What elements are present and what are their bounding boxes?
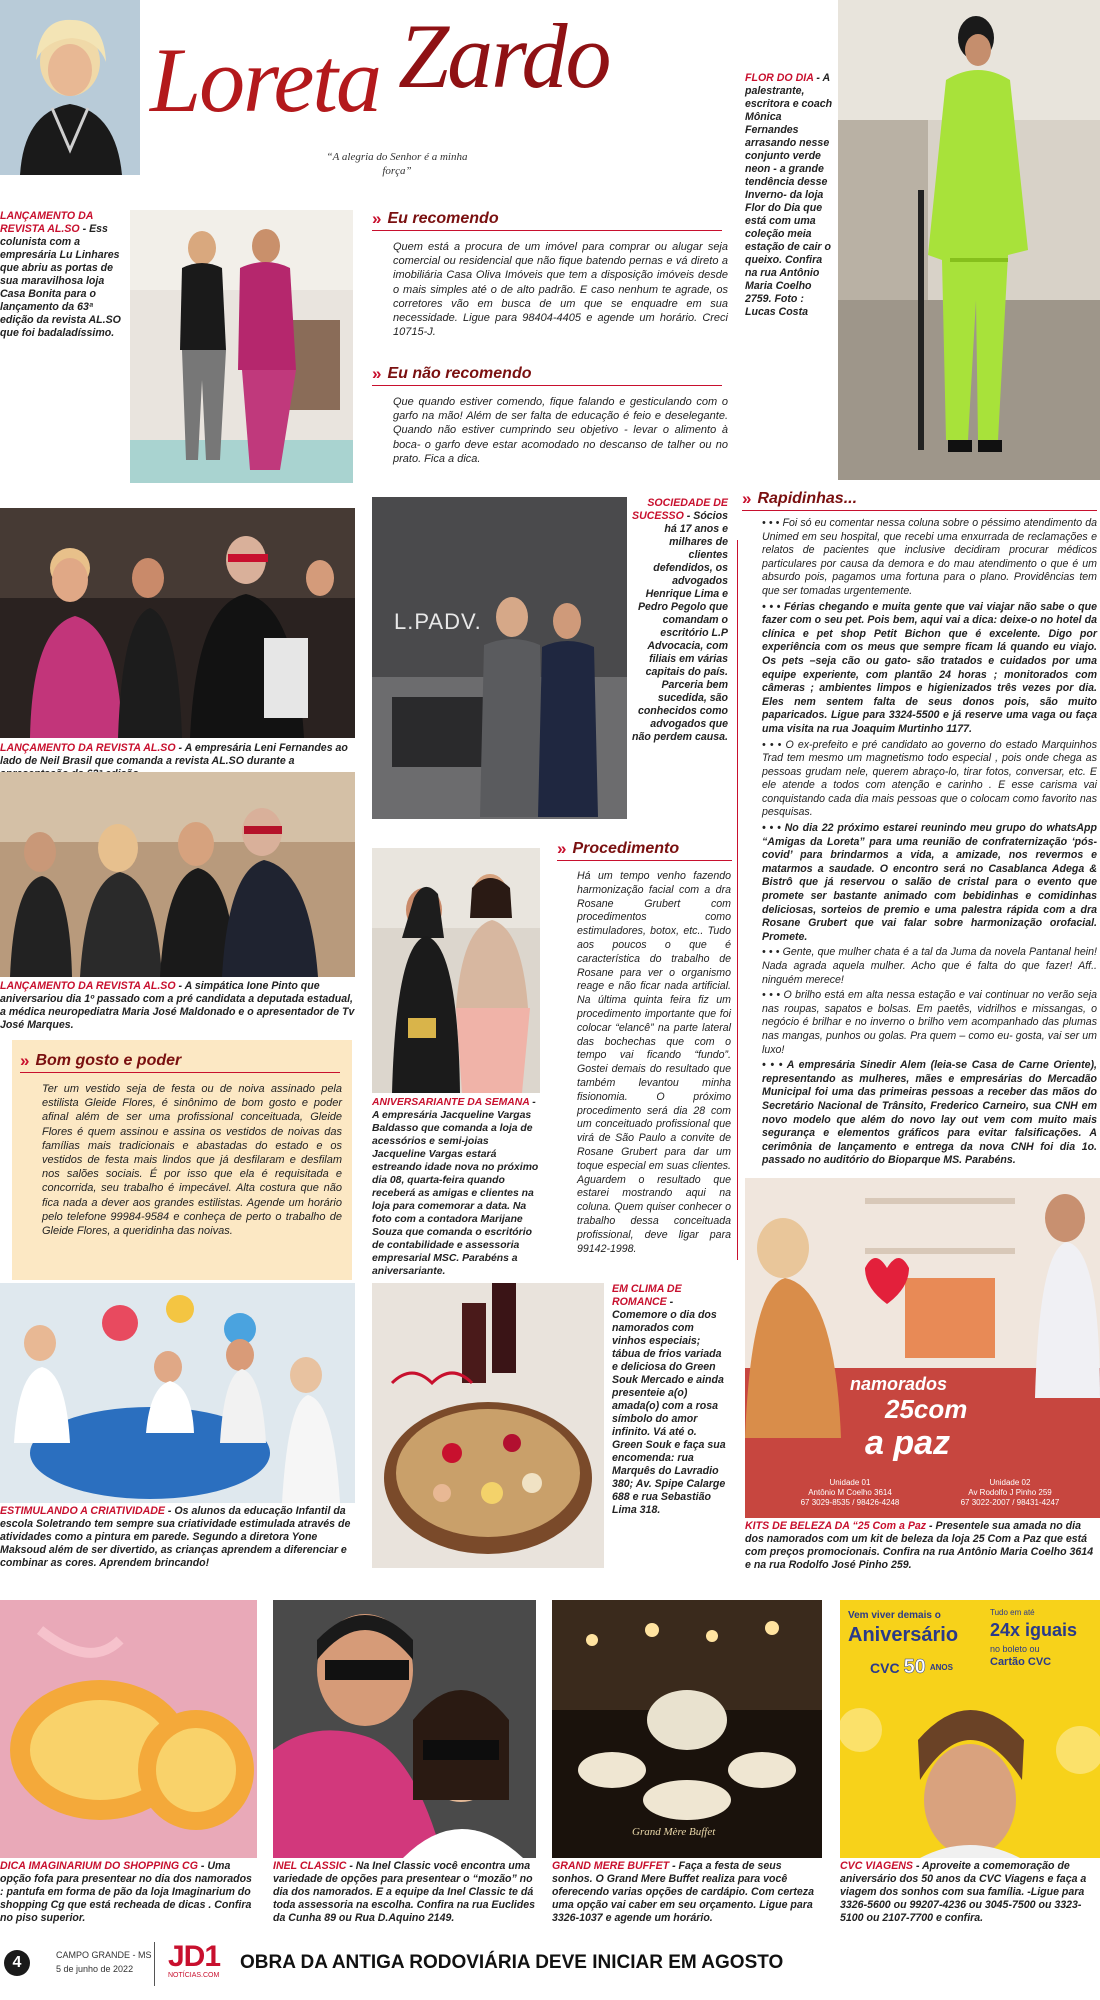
estimulando-photo <box>0 1283 355 1503</box>
lancamento-3-label: LANÇAMENTO DA REVISTA AL.SO <box>0 980 176 992</box>
inel-label: INEL CLASSIC <box>273 1860 347 1872</box>
bom-gosto-title: Bom gosto e poder <box>35 1052 182 1069</box>
cvc-ad-photo <box>840 1600 1100 1858</box>
eu-recomendo-header <box>372 210 722 231</box>
kits-ad-unit1-addr: Antônio M Coelho 3614 <box>808 1488 892 1497</box>
sociedade-label: SOCIEDADE DE SUCESSO <box>632 497 728 522</box>
rapidinhas-title: Rapidinhas... <box>757 490 858 507</box>
grand-mere-caption <box>552 1860 822 1925</box>
chevron-right-icon: » <box>557 839 567 858</box>
imaginarium-label: DICA IMAGINARIUM DO SHOPPING CG <box>0 1860 198 1872</box>
kits-ad-unit1-label: Unidade 01 <box>829 1478 871 1487</box>
lancamento-1-caption <box>0 210 124 340</box>
kits-caption <box>745 1520 1100 1572</box>
flor-do-dia-photo <box>838 0 1100 480</box>
em-clima-photo <box>372 1283 604 1568</box>
em-clima-text: - Comemore o dia dos namorados com vinhos especiais; tábua de frios variada e deliciosa do Green Souk Mercado e ainda presenteie a(o) amada(o) com a rosa símbolo do amor infinito. Vá até o. Green Souk e faça sua encomenda: rua Marquês do Lavradio 380; Av. Spipe Calarge 688 e rua Sebastião Lima 318. <box>612 1296 726 1516</box>
eu-recomendo-text: Quem está a procura de um imóvel para comprar ou alugar seja comercial ou residencial que não fique batendo pernas e vá direto a imobiliária Casa Oliva Imóveis que tem a disposição imóveis desde o mais simples até o de alto padrão. E caso nenhum te agrade, os corretores vão em busca de um que se enquadre em sua necessidade. Ligue para 98404-4405 e agende um horário. Creci 10715-J. <box>393 241 728 339</box>
lancamento-1-text: - Ess colunista com a empresária Lu Linhares que abriu as portas de sua maravilhosa loja Casa Bonita para o lançamento da 63ª edição da revista AL.SO que foi badaladíssimo. <box>0 223 121 339</box>
sociedade-text: - Sócios há 17 anos e milhares de clientes defendidos, os advogados Henrique Lima e Pedro Pegolo que comandam o escritório L.P Advocacia, com filiais em várias capitais do país. Parceria bem sucedida, são conhecidos como advogados que não perdem causa. <box>632 510 728 743</box>
aniversariante-caption <box>372 1096 540 1278</box>
cvc-ad-title: Aniversário <box>848 1624 959 1646</box>
rapidinha-item: • • • O brilho está em alta nessa estação e vai continuar no verão seja nas roupas, sapatos e bolsas. Em paetês, vidrilhos e missangas, o negócio é brilhar e no inverno o brilho vem acompanhado das plumas nas mangas, punhos ou golas. Pra quem – como eu- gosta, vai ser um luxo! <box>762 989 1097 1056</box>
jd1-brand: JD1 <box>168 1940 221 1973</box>
kits-ad-unit1-phone: 67 3029-8535 / 98426-4248 <box>800 1498 900 1507</box>
rapidinha-item: • • • No dia 22 próximo estarei reunindo meu grupo do whatsApp “Amigas da Loreta” para uma reunião de confraternização ‘pós-covid’ para brindarmos a vida, a amizade, nos revermos e matarmos a saudade. O encontro será no Casablanca Adega & Bistrô que já reservou o salão de cristal para o evento que promete ser bastante animado com bebidinhas e comidinhas deliciosas, sorteios de premio e uma palestra rápida com a dra Rosane Grubert que vai falar sobre harmonização orofacial. Promete. <box>762 822 1097 943</box>
chevron-right-icon: » <box>372 364 382 383</box>
grand-mere-photo-text: Grand Mère Buffet <box>632 1826 716 1838</box>
cvc-ad-years: 50 <box>903 1656 926 1678</box>
kits-ad-photo <box>745 1178 1100 1518</box>
kits-ad-unit2-phone: 67 3022-2007 / 98431-4247 <box>960 1498 1060 1507</box>
footer-city: CAMPO GRANDE - MS <box>56 1950 152 1960</box>
footer <box>0 1940 1100 2000</box>
chevron-right-icon: » <box>20 1051 30 1070</box>
imaginarium-caption <box>0 1860 257 1925</box>
grand-mere-text: - Faça a festa de seus sonhos. O Grand Mere Buffet realiza para você oferecendo varias opções de cardápio. Com certeza uma opção vai caber em seu orçamento. Ligue para 3326-1037 e agende um horário. <box>552 1860 814 1924</box>
office-photo <box>372 497 627 819</box>
footer-date: 5 de junho de 2022 <box>56 1964 134 1974</box>
lancamento-3-text: - A simpática Ione Pinto que aniversariou dia 1º passado com a pré candidata a deputada estadual, a médica neuropediatra Maria José Maldonado e o apresentador de Tv José Marques. <box>0 980 355 1031</box>
column-title-first: Loreta <box>150 29 380 131</box>
cvc-ad-top: Vem viver demais o <box>848 1610 941 1621</box>
flor-do-dia-caption <box>745 72 835 319</box>
kits-ad-unit1 <box>775 1478 925 1508</box>
em-clima-caption <box>612 1283 730 1517</box>
office-sign: L.PADV. <box>394 609 482 634</box>
bom-gosto-header <box>20 1052 340 1073</box>
footer-divider <box>154 1942 155 1986</box>
aniversariante-label: ANIVERSARIANTE DA SEMANA <box>372 1097 530 1108</box>
rapidinhas-body <box>762 517 1097 1170</box>
kits-ad-line2: 25com <box>885 1394 968 1424</box>
imaginarium-text: - Uma opção fofa para presentear no dia dos namorados : pantufa em forma de pão da loja Imaginarium do shopping Cg que está recheada de dicas . Confira no piso superior. <box>0 1860 252 1924</box>
cvc-ad-brand: CVC <box>870 1659 900 1676</box>
eu-recomendo-title: Eu recomendo <box>387 210 499 227</box>
jd1-logo <box>168 1942 220 1979</box>
chevron-right-icon: » <box>742 489 752 508</box>
estimulando-caption <box>0 1505 355 1570</box>
procedimento-header <box>557 840 732 861</box>
kits-ad-unit2 <box>935 1478 1085 1508</box>
column-divider <box>737 540 738 1260</box>
rapidinha-item: • • • O ex-prefeito e pré candidato ao governo do estado Marquinhos Trad tem mesmo um magnetismo todo especial , pois onde chega as pessoas grudam nele, querem abraço-lo, tirar fotos, conversar, etc. E ele atende a todos com atenção e carinho . E esse carisma vai conquistando cada dia mais pessoas que o colocam como favorito nas pesquisas. <box>762 738 1097 819</box>
lancamento-1-photo <box>130 210 353 483</box>
cvc-ad-offer-big: 24x iguais <box>990 1620 1078 1640</box>
bom-gosto-text: Ter um vestido seja de festa ou de noiva assinado pela estilista Gleide Flores, é sinônimo de bom gosto e poder afinal além de ser uma profissional conceituada, Gleide Flores é quem assinou e assina os vestidos de noivas das famílias mais tradicionais e abastadas do estado e os vestidos de festa mais lindos que já desfilaram e desfilam nos salões sociais. É por isso que ela é requisitada e concorrida, seu trabalho é impecável. Alta costura que não fica nada a dever aos grandes estilistas. Agende um horário pelo telefone 99984-9584 e conheça de perto o trabalho de Gleide Flores, a queridinha das noivas. <box>42 1083 342 1238</box>
eu-nao-recomendo-title: Eu não recomendo <box>387 365 532 382</box>
estimulando-text: - Os alunos da educação Infantil da escola Soletrando tem sempre sua criatividade estimulada através de atividades como a pintura em parede. Segundo a diretora Yone Maksoud além de ser divertido, as crianças aprendem a diferenciar e combinar as cores. Aprendem brincando! <box>0 1505 351 1569</box>
imaginarium-photo <box>0 1600 257 1858</box>
lancamento-1-label: LANÇAMENTO DA REVISTA AL.SO <box>0 210 93 235</box>
aniversariante-photo <box>372 848 540 1093</box>
kits-ad-unit2-addr: Av Rodolfo J Pinho 259 <box>968 1488 1052 1497</box>
lancamento-2-label: LANÇAMENTO DA REVISTA AL.SO <box>0 742 176 754</box>
sociedade-caption <box>632 497 728 744</box>
rapidinhas-header <box>742 490 1097 511</box>
lancamento-3-photo <box>0 772 355 977</box>
flor-do-dia-text: - A palestrante, escritora e coach Mônica Fernandes arrasando nesse conjunto verde neon - a grande tendência desse Inverno- da loja Flor do Dia que está com uma coleção meia estação de cair o queixo. Confira na rua Antônio Maria Coelho 2759. Foto : Lucas Costa <box>745 72 833 318</box>
cvc-ad-offer-card: Cartão CVC <box>990 1656 1052 1668</box>
cvc-text: - Aproveite a comemoração de aniversário dos 50 anos da CVC Viagens e faça a viagem dos sonhos com sua família. -Ligue para 3326-5600 ou 99207-4236 ou 3045-7500 ou 3323-5100 ou 2107-7700 e confira. <box>840 1860 1087 1924</box>
kits-ad-line1: namorados <box>850 1374 948 1394</box>
rapidinha-item: • • • Foi só eu comentar nessa coluna sobre o péssimo atendimento da Unimed em seu hospital, que recebi uma enxurrada de reclamações e relatos de pacientes que inclusive decidiram procurar médicos particulares por causa da demora e do mau atendimento o que é um absurdo pois, pagamos uma fortuna para o plano. Providências tem que ser tomadas urgentemente. <box>762 517 1097 597</box>
procedimento-title: Procedimento <box>572 840 680 857</box>
cvc-label: CVC VIAGENS <box>840 1860 913 1872</box>
cvc-caption <box>840 1860 1100 1925</box>
rapidinha-item: • • • Gente, que mulher chata é a tal da Juma da novela Pantanal hein! Nada agrada aquela mulher. Acho que é falta do que fazer! Aff.. ninguém merece! <box>762 946 1097 986</box>
kits-label: KITS DE BELEZA DA “25 Com a Paz <box>745 1520 927 1532</box>
inel-photo <box>273 1600 536 1858</box>
eu-nao-recomendo-text: Que quando estiver comendo, fique falando e gesticulando com o garfo na mão! Além de ser falta de educação é feio e deselegante. Quando não estiver cumprindo seu objetivo - levar o alimento à boca- o garfo deve estar acomodado no descanso de talher ou no prato. Fica a dica. <box>393 396 728 465</box>
columnist-portrait <box>0 0 140 175</box>
em-clima-label: EM CLIMA DE ROMANCE <box>612 1283 682 1308</box>
column-title-last: Zardo <box>398 5 610 107</box>
grand-mere-photo <box>552 1600 822 1858</box>
kits-ad-line3: a paz <box>865 1424 951 1462</box>
jd1-brand-sub: NOTÍCIAS.COM <box>168 1972 220 1979</box>
estimulando-label: ESTIMULANDO A CRIATIVIDADE <box>0 1505 165 1517</box>
eu-nao-recomendo-header <box>372 365 722 386</box>
chevron-right-icon: » <box>372 209 382 228</box>
page-number-badge <box>4 1950 30 1976</box>
inel-caption <box>273 1860 536 1925</box>
lancamento-3-caption <box>0 980 355 1032</box>
footer-headline: OBRA DA ANTIGA RODOVIÁRIA DEVE INICIAR EM AGOSTO <box>240 1952 784 1973</box>
cvc-logo <box>870 1656 953 1679</box>
cvc-ad-offer-line: no boleto ou <box>990 1644 1040 1654</box>
inel-text: - Na Inel Classic você encontra uma variedade de opções para presentear o “mozão” no dia dos namorados. E a equipe da Inel Classic te dá toda assessoria na escolha. Confira na rua Euclides da Cunha 89 ou Rua D.Aquino 2149. <box>273 1860 535 1924</box>
kits-text: - Presentele sua amada no dia dos namorados com um kit de beleza da loja 25 Com a Paz que está com preços promocionais. Confira na rua Antônio Maria Coelho 3614 e na rua Rodolfo José Pinho 259. <box>745 1520 1094 1571</box>
flor-do-dia-label: FLOR DO DIA <box>745 72 814 84</box>
aniversariante-text: - A empresária Jacqueline Vargas Baldasso que comanda a loja de acessórios e semi-joias Jacqueline Vargas estará estreando idade nova no próximo dia 08, quarta-feira quando receberá as amigas e clientes na loja para comemorar a data. Na foto com a contadora Marijane Souza que comanda o escritório de contabilidade e assessoria empresarial MSC. Parabéns a aniversariante. <box>372 1097 539 1277</box>
column-title <box>150 5 720 160</box>
grand-mere-label: GRAND MERE BUFFET <box>552 1860 670 1872</box>
lancamento-2-photo <box>0 508 355 738</box>
kits-ad-unit2-label: Unidade 02 <box>989 1478 1031 1487</box>
cvc-ad-offer-small: Tudo em até <box>990 1608 1035 1617</box>
procedimento-text: Há um tempo venho fazendo harmonização facial com a dra Rosane Grubert com procedimentos como estimuladores, botox, etc.. Tudo aos poucos o que é característica do trabalho de Rosane para ver o organismo reage e não ficar nada artificial. Na última quinta feira fiz um procedimento importante que foi colocar “elancê” na parte lateral das bochechas que com o tempo vai ficando “fundo”. Gostei demais do resultado que também levantou minha fisionomia. O próximo procedimento será dia 28 com um conceituado profissional que virá de São Paulo a convite de Rosane Grubert para dar um toque especial em suas clientes. Aguardem o resultado que estarei mostrando aqui na coluna. Quem quiser conhecer o trabalho dessa conceituada profissional, deve ligar para 99142-1998. <box>577 870 731 1255</box>
rapidinha-item: • • • A empresária Sinedir Alem (leia-se Casa de Carne Oriente), representando as mulheres, mães e empresárias do Mercadão Municipal foi uma das primeiras pessoas a receber das mãos do Secretário Nacional de Trânsito, Frederico Carneiro, sua CNH em novo modelo que além do novo lay out vem com muito mais segurança e elementos gráficos para evitar falsificações. A cerimônia de lançamento e entrega da nova CNH foi dia 1o. passado no auditório do Bioparque MS. Parabéns. <box>762 1059 1097 1167</box>
cvc-ad-years-label: ANOS <box>929 1663 953 1672</box>
lancamento-2-text: - A empresária Leni Fernandes ao lado de Neil Brasil que comanda a revista AL.SO durante a <box>0 742 348 767</box>
rapidinha-item: • • • Férias chegando e muita gente que vai viajar não sabe o que fazer com o seu pet. Pois bem, aqui vai a dica: deixe-o no hotel da clínica e pet shop Petit Bichon que é excelente. Digo por experiência com os meus que sempre ficam lá quando eu viajo. Os pets –seja cão ou gato- são tratados e cuidados por uma equipe experiente, com plantão 24 horas ; monitorados com câmeras ; ambientes limpos e higienizados três vezes por dia. Eles nem sentem falta de seus donos pois, são muito paparicados. Ligue para 3324-5500 e já reserve uma vaga ou faça uma visita na rua Joaquim Murtinho 1177. <box>762 600 1097 735</box>
page-number: 4 <box>12 1954 22 1971</box>
column-motto: “A alegria do Senhor é a minha força” <box>326 151 468 177</box>
